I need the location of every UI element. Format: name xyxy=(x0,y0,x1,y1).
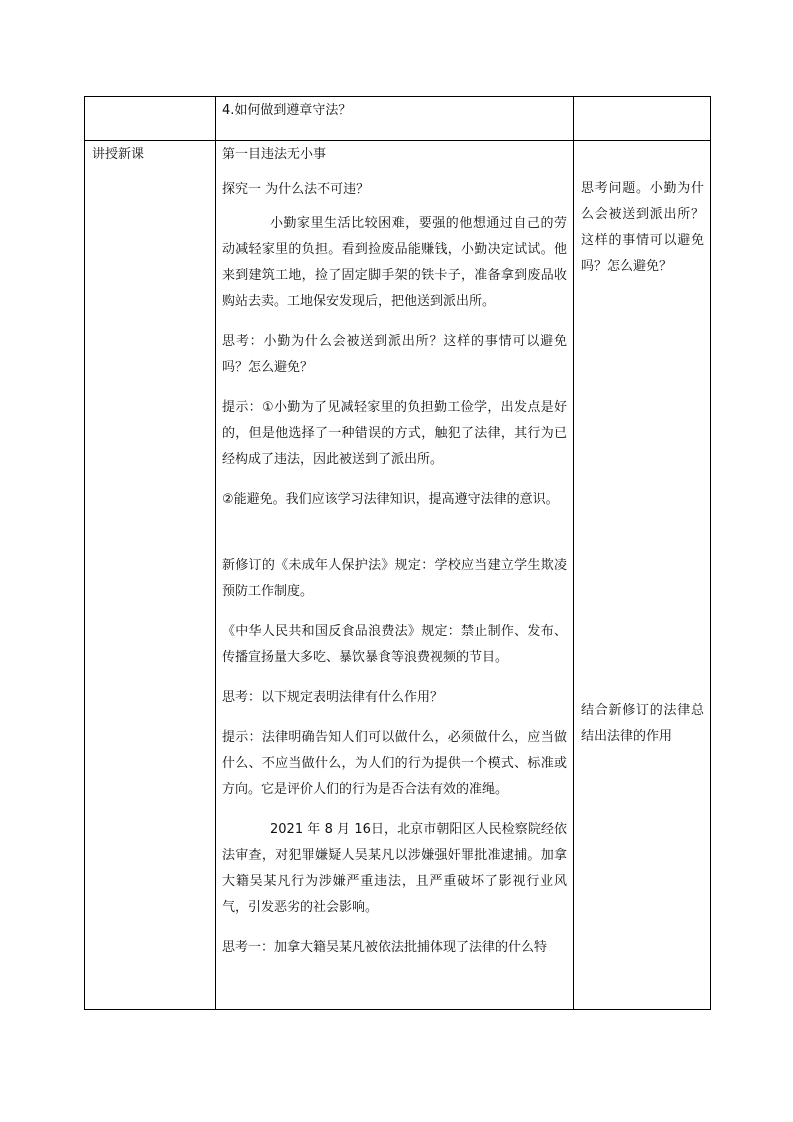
row1-left-cell xyxy=(85,97,216,141)
section-heading: 第一目违法无小事 xyxy=(222,147,327,162)
section-label: 讲授新课 xyxy=(92,147,145,162)
row2-mid-cell xyxy=(216,141,574,1010)
row1-right-cell xyxy=(574,97,711,141)
table-row xyxy=(85,141,711,1010)
row2-right-cell xyxy=(574,141,711,1010)
hint-1: 提示：①小勤为了见减轻家里的负担勤工俭学，出发点是好的，但是他选择了一种错误的方式，触犯了法律，其行为已经构成了违法，因此被送到了派出所。 xyxy=(222,400,567,467)
law-paragraph-2: 《中华人民共和国反食品浪费法》规定：禁止制作、发布、传播宣扬量大多吃、暴饮暴食等浪费视频的节目。 xyxy=(222,624,567,665)
lesson-plan-table xyxy=(84,96,711,1010)
explore-title: 探究一 为什么法不可违？ xyxy=(222,182,370,197)
law-paragraph-1: 新修订的《未成年人保护法》规定：学校应当建立学生欺凌预防工作制度。 xyxy=(222,558,567,599)
think-question-1: 思考：小勤为什么会被送到派出所？这样的事情可以避免吗？怎么避免？ xyxy=(222,334,567,375)
table-row xyxy=(85,97,711,141)
story-paragraph: 小勤家里生活比较困难，要强的他想通过自己的劳动减轻家里的负担。看到捡废品能赚钱，小勤决定试试。他来到建筑工地，捡了固定脚手架的铁卡子，准备拿到废品收购站去卖。工地保安发现后，把他送到派出所。 xyxy=(222,216,567,309)
row2-left-cell xyxy=(85,141,216,1010)
spacer xyxy=(222,527,567,553)
teacher-note-1: 思考问题。小勤为什么会被送到派出所？这样的事情可以避免吗？怎么避免？ xyxy=(581,181,704,274)
hint-2: ②能避免。我们应该学习法律知识，提高遵守法律的意识。 xyxy=(222,492,559,507)
think-question-2: 思考：以下规定表明法律有什么作用？ xyxy=(222,690,444,705)
think-question-3: 思考一：加拿大籍吴某凡被依法批捕体现了法律的什么特 xyxy=(222,940,548,955)
case-paragraph: 2021 年 8 月 16日，北京市朝阳区人民检察院经依法审查，对犯罪嫌疑人吴某凡以涉嫌强奸罪批准逮捕。加拿大籍吴某凡行为涉嫌严重违法，且严重破坏了影视行业风气，引发恶劣的社会影响。 xyxy=(222,822,567,915)
hint-3: 提示：法律明确告知人们可以做什么，必须做什么，应当做什么、不应当做什么，为人们的行为提供一个模式、标准或方向。它是评价人们的行为是否合法有效的准绳。 xyxy=(222,730,567,797)
teacher-note-2: 结合新修订的法律总结出法律的作用 xyxy=(581,703,704,744)
row1-mid-cell xyxy=(216,97,574,141)
question-4: 4.如何做到遵章守法？ xyxy=(222,103,352,118)
